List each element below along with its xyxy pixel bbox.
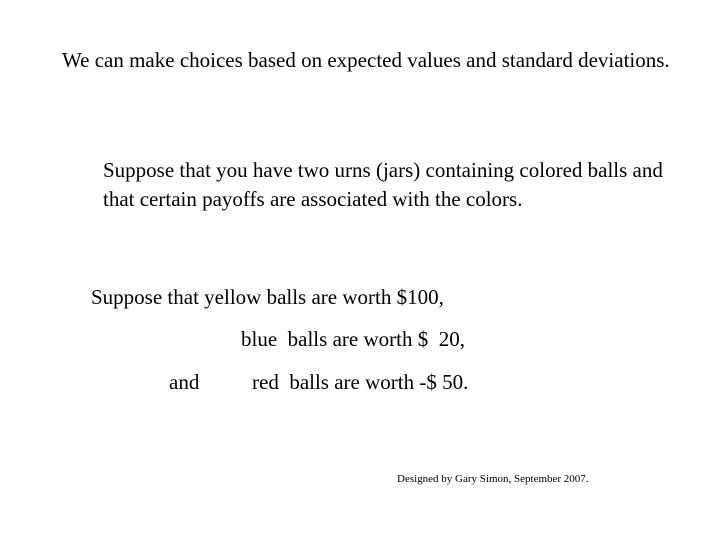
author-credit: Designed by Gary Simon, September 2007. [397, 473, 589, 485]
urns-paragraph: Suppose that you have two urns (jars) containing colored balls and that certain payoffs are associated with the colors. [103, 158, 663, 211]
payoff-and-word: and [169, 370, 200, 394]
intro-paragraph: We can make choices based on expected values and standard deviations. [62, 48, 670, 72]
payoff-red-line: red balls are worth -$ 50. [252, 370, 469, 394]
payoff-blue-line: blue balls are worth $ 20, [241, 327, 465, 351]
payoff-yellow-line: Suppose that yellow balls are worth $100, [91, 285, 444, 309]
